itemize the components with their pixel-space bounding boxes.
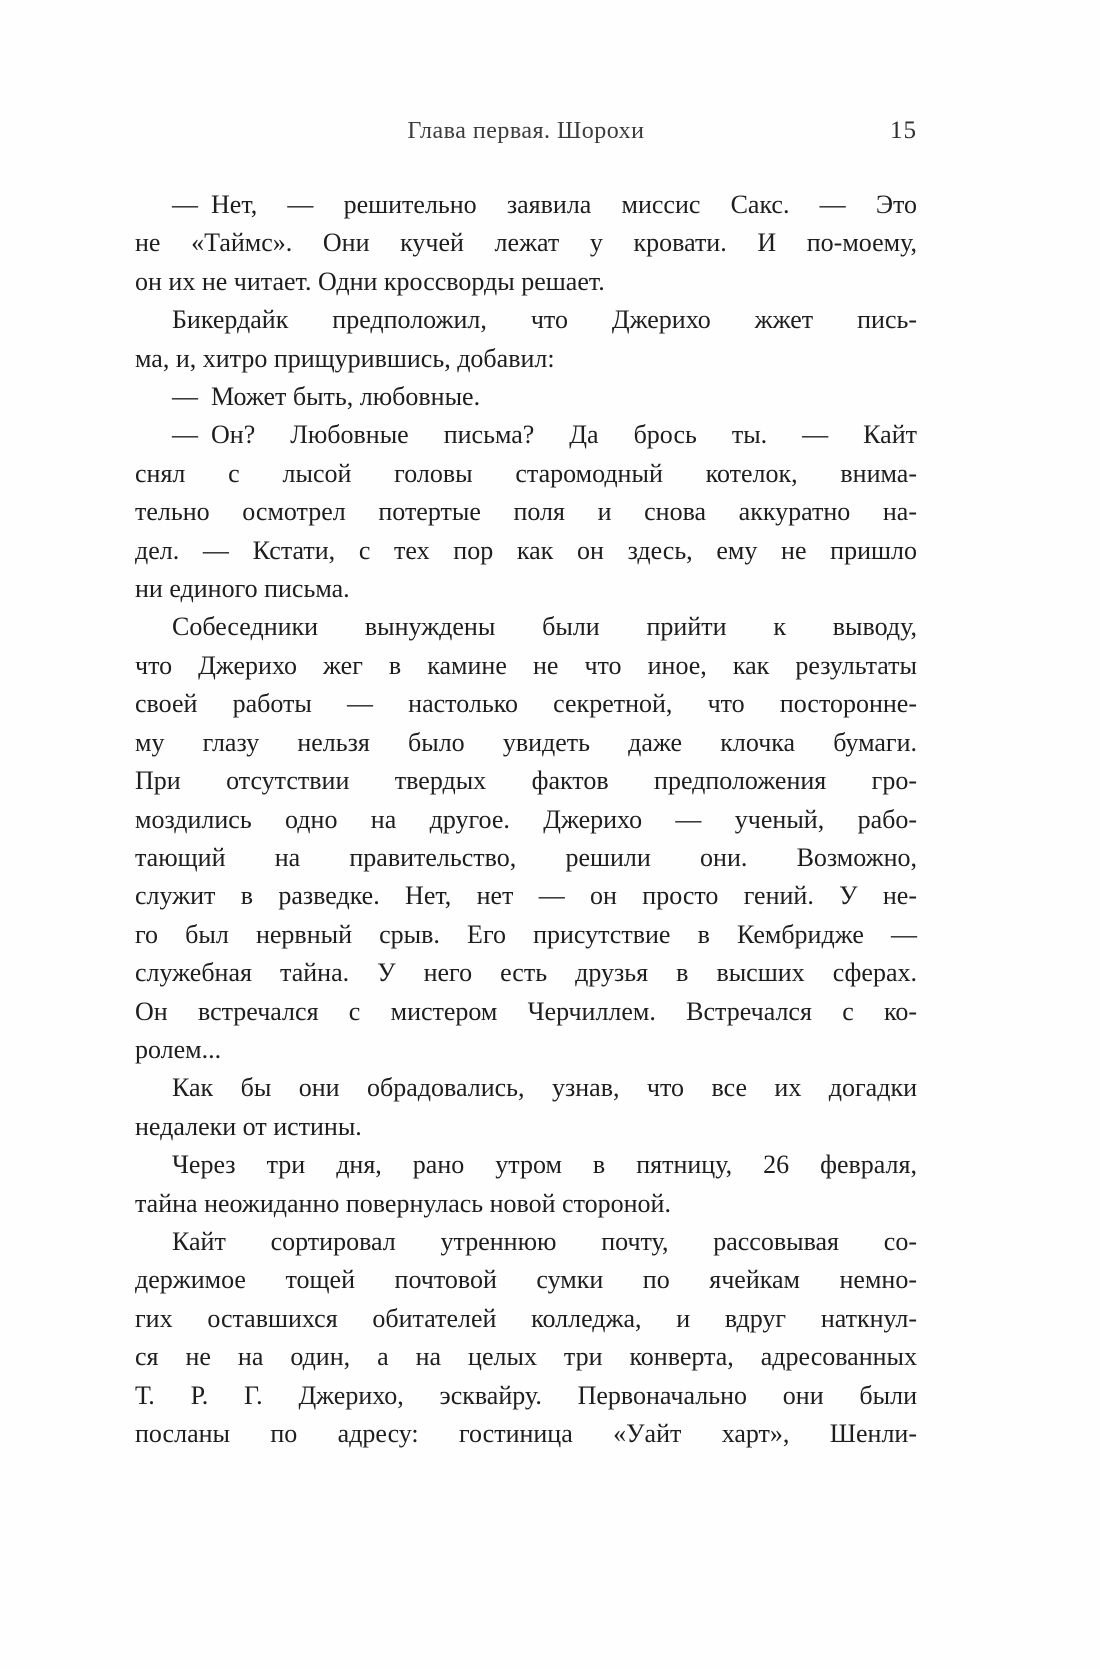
body-line: держимое тощей почтовой сумки по ячейкам немно- <box>135 1265 917 1295</box>
body-line: Через три дня, рано утром в пятницу, 26 февраля, <box>172 1150 917 1180</box>
body-line: Бикердайк предположил, что Джерихо жжет пись- <box>172 305 917 335</box>
body-line: — Он? Любовные письма? Да брось ты. — Кайт <box>172 420 917 450</box>
running-header <box>135 116 917 146</box>
body-line: Как бы они обрадовались, узнав, что все их догадки <box>172 1073 917 1103</box>
body-line: ролем... <box>135 1034 222 1064</box>
body-line: го был нервный срыв. Его присутствие в Кембридже — <box>135 919 917 949</box>
body-line: тельно осмотрел потертые поля и снова аккуратно на- <box>135 497 917 527</box>
body-line: недалеки от истины. <box>135 1111 362 1141</box>
body-line: му глазу нельзя было увидеть даже клочка бумаги. <box>135 727 917 757</box>
body-line: ся не на один, а на целых три конверта, адресованных <box>135 1342 917 1372</box>
body-line: При отсутствии твердых фактов предположения гро- <box>135 766 917 796</box>
body-line: тайна неожиданно повернулась новой стороной. <box>135 1188 671 1218</box>
body-line: служит в разведке. Нет, нет — он просто гений. У не- <box>135 881 917 911</box>
body-line: моздились одно на другое. Джерихо — ученый, рабо- <box>135 804 917 834</box>
body-line: он их не читает. Одни кроссворды решает. <box>135 266 605 296</box>
body-line: что Джерихо жег в камине не что иное, как результаты <box>135 650 917 680</box>
body-line: своей работы — настолько секретной, что посторонне- <box>135 689 917 719</box>
body-line: служебная тайна. У него есть друзья в высших сферах. <box>135 958 917 988</box>
paragraph <box>135 186 917 301</box>
paragraph <box>135 1223 917 1453</box>
body-line: дел. — Кстати, с тех пор как он здесь, ему не пришло <box>135 535 917 565</box>
body-line: Собеседники вынуждены были прийти к выводу, <box>172 612 917 642</box>
body-line: посланы по адресу: гостиница «Уайт харт», Шенли- <box>135 1419 917 1448</box>
paragraph <box>135 378 917 416</box>
page-number: 15 <box>890 117 917 144</box>
body-text <box>135 186 917 1453</box>
body-line: Он встречался с мистером Черчиллем. Встречался с ко- <box>135 996 917 1026</box>
body-line: гих оставшихся обитателей колледжа, и вдруг наткнул- <box>135 1303 917 1333</box>
paragraph <box>135 1146 917 1223</box>
body-line: — Нет, — решительно заявила миссис Сакс. — Это <box>172 190 917 219</box>
body-line: снял с лысой головы старомодный котелок, внима- <box>135 458 917 488</box>
body-line: тающий на правительство, решили они. Возможно, <box>135 842 917 872</box>
paragraph <box>135 416 917 608</box>
body-line: Т. Р. Г. Джерихо, эсквайру. Первоначально они были <box>135 1380 917 1410</box>
body-line: Кайт сортировал утреннюю почту, рассовывая со- <box>172 1226 917 1256</box>
body-line: не «Таймс». Они кучей лежат у кровати. И по-моему, <box>135 228 917 258</box>
paragraph <box>135 608 917 1069</box>
chapter-title: Глава первая. Шорохи <box>407 118 645 144</box>
paragraph <box>135 301 917 378</box>
paragraph <box>135 1069 917 1146</box>
body-line: ма, и, хитро прищурившись, добавил: <box>135 343 555 373</box>
body-line: ни единого письма. <box>135 574 350 604</box>
body-line: — Может быть, любовные. <box>172 382 481 412</box>
